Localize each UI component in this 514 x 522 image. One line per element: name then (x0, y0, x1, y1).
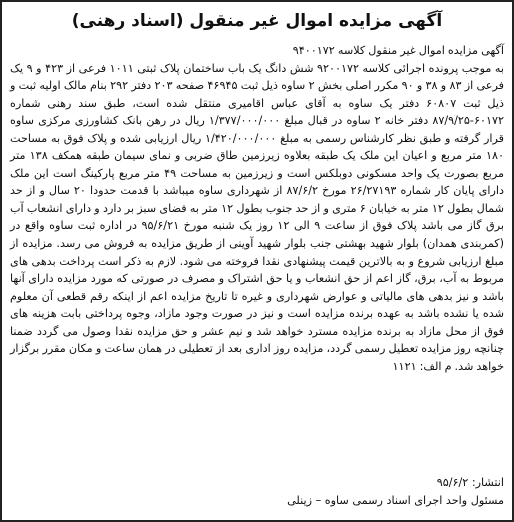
notice-heading-line: آگهی مزایده اموال غیر منقول کلاسه ۹۴۰۰۱۷۲ (292, 44, 504, 57)
notice-body (10, 42, 504, 375)
notice-title: آگهی مزایده اموال غیر منقول (اسناد رهنی) (71, 11, 443, 31)
signature-line: مسئول واحد اجرای اسناد رسمی ساوه – زینلی (287, 494, 504, 507)
notice-paragraph: به موجب پرونده اجرائی کلاسه ۹۲۰۰۱۷۲ شش دانگ یک باب ساختمان پلاک ثبتی ۱۰۱۱ فرعی از ۴۲۳ و ۹ یک فرعی از ۸۳ و ۳۸ و ۹۰ مکرر اصلی بخش ۲ ساوه ذیل ثبت ۴۶۹۴۵ صفحه ۲۰۳ دفتر ۲۹۲ بنام مالک اولیه ثبت و ذیل ثبت ۶۰۸۰۷ دفتر یک ساوه به آقای عباس اقامیری منتقل شده است، طبق سند رهنی شماره ۶۰۱۷۲-۸۷/۹/۲۵ دفتر خانه ۲ ساوه در قبال مبلغ ۱/۳۷۷/۰۰۰/۰۰۰ ریال در رهن بانک کشاورزی مرکزی ساوه قرار گرفته و طبق نظر کارشناس رسمی به مبلغ ۱/۴۲۰/۰۰۰/۰۰۰ ریال ارزیابی شده و پلاک فوق به مساحت ۱۸۰ متر مربع و اعیان این ملک یک طبقه بعلاوه زیرزمین طاق ضربی و نمای سیمان طبقه همکف ۱۳۸ متر مربع بصورت یک واحد مسکونی دوبلکس است و زیرزمین به مساحت ۴۹ متر مربع پارکینگ است این ملک دارای پایان کار شماره ۲۶/۲۷۱۹۳ مورخ ۸۷/۶/۲ از شهرداری ساوه میباشد با قدمت حدودا ۲۰ سال و از حد شمال بطول ۱۲ متر به خیابان ۶ متری و از حد جنوب بطول ۱۲ متر به فضای سبز بر دارد و دارای انشعاب آب برق گاز می باشد پلاک فوق از ساعت ۹ الی ۱۲ روز یک شنبه مورخ ۹۵/۶/۲۱ در اداره ثبت ساوه واقع در (کمربندی همدان) بلوار شهید بهشتی جنب بلوار شهید آوینی از طریق مزایده به فروش می رسد. مزایده از مبلغ ارزیابی شروع و به بالاترین قیمت پیشنهادی نقدا فروخته می شود. لازم به ذکر است پرداخت بدهی های مربوط به آب، برق، گاز اعم از حق انشعاب و یا حق اشتراک و مصرف در صورتی که مورد مزایده دارای آنها باشد و نیز بدهی های مالیاتی و عوارض شهرداری و غیره تا تاریخ مزایده اعم از اینکه رقم قطعی آن معلوم شده یا نشده باشد به عهده برنده مزایده است و نیز در صورت وجود مازاد، وجوه پرداختی بابت هزینه های فوق از محل مازاد به برنده مزایده مسترد خواهد شد و نیم عشر و حق مزایده نقدا وصول می گردد ضمنا چنانچه روز مزایده تعطیل رسمی گردد، مزایده روز اداری بعد از تعطیلی در همان ساعت و مکان مقرر برگزار خواهد شد. م الف: ۱۱۲۱ (10, 61, 505, 373)
notice-footer (10, 474, 504, 510)
publish-date: انتشار: ۹۵/۶/۲ (436, 476, 504, 489)
